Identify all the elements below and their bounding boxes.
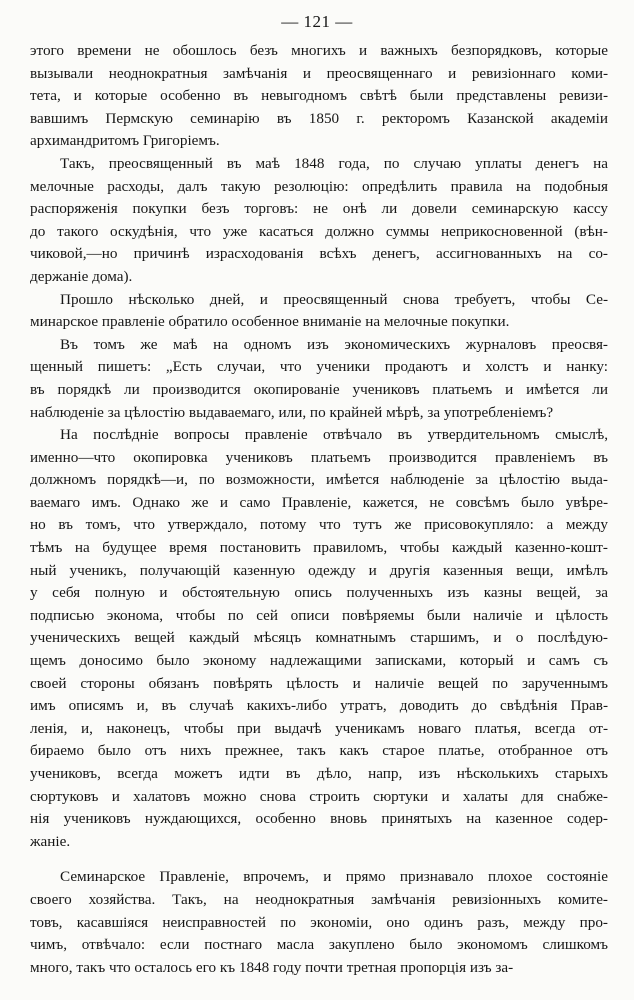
text-line: ваемаго имъ. Однако же и само Правленіе, кажется, не совсѣмъ было увѣре- (30, 493, 608, 511)
paragraph (30, 289, 608, 334)
text-line: товъ, касавшіяся неисправностей по экономіи, оно одинъ разъ, между про- (30, 913, 608, 931)
text-line: этого времени не обошлось безъ многихъ и важныхъ безпорядковъ, которые (30, 42, 608, 59)
text-line: Семинарское Правленіе, впрочемъ, и прямо признавало плохое состояніе (60, 868, 608, 886)
text-line: у себя полную и обстоятельную опись полученныхъ изъ казны вещей, за (30, 584, 608, 602)
text-line: именно—что окопировка учениковъ платьемъ производится правленіемъ въ (30, 448, 608, 466)
text-line: имъ описямъ и, въ случаѣ какихъ-либо утратъ, доводить до свѣдѣнія Прав- (30, 697, 608, 715)
paragraph-gap (30, 853, 608, 866)
text-line: много, такъ что осталось его къ 1848 году почти третная пропорція изъ за- (30, 958, 514, 976)
paragraph (30, 40, 608, 153)
text-line: учениковъ, всегда можетъ идти въ дѣло, напр, изъ нѣсколькихъ старыхъ (30, 765, 608, 782)
text-line: жаніе. (30, 832, 71, 850)
text-line: тѣмъ на будущее время постановить правиломъ, чтобы каждый казенно-кошт- (30, 539, 608, 557)
text-line: щенный пишетъ: „Есть случаи, что ученики продаютъ и холстъ и нанку: (30, 358, 608, 376)
text-line: минарское правленіе обратило особенное вниманіе на мелочные покупки. (30, 313, 510, 331)
text-line: На послѣдніе вопросы правленіе отвѣчало въ утвердительномъ смыслѣ, (60, 426, 608, 444)
text-line: архимандритомъ Григоріемъ. (30, 132, 220, 150)
paragraph (30, 334, 608, 424)
paragraph (30, 424, 608, 853)
text-line: чиковой,—но причинѣ израсходованія всѣхъ денегъ, ассигнованныхъ на со- (30, 245, 608, 263)
text-line: держаніе дома). (30, 267, 133, 285)
text-line: распоряженія покупки безъ торговъ: не онѣ ли довели семинарскую кассу (30, 200, 608, 218)
text-line: вызывали неоднократныя замѣчанія и преосвященнаго и ревизіоннаго коми- (30, 64, 608, 82)
text-line: тета, и которые особенно въ невыгодномъ свѣтѣ были представлены ревизи- (30, 87, 608, 105)
text-line: Въ томъ же маѣ на одномъ изъ экономическихъ журналовъ преосвя- (60, 335, 608, 353)
text-line: сюртуковъ и халатовъ можно снова строить сюртуки и халаты для снабже- (30, 787, 608, 805)
text-line: ный ученикъ, получающій казенную одежду и другія казенныя вещи, имѣлъ (30, 561, 608, 579)
text-line: въ порядкѣ ли производится окопированіе учениковъ платьемъ и имѣется ли (30, 380, 608, 398)
text-line: наблюденіе за цѣлостію выдаваемаго, или, по крайней мѣрѣ, за употребленіемъ? (30, 403, 554, 421)
text-line: Такъ, преосвященный въ маѣ 1848 года, по случаю уплаты денегъ на (60, 154, 608, 172)
text-line: своего хозяйства. Такъ, на неоднократныя замѣчанія ревизіонныхъ комите- (30, 890, 608, 908)
text-line: подписью эконома, чтобы по сей описи повѣряемы были наличіе и цѣлость (30, 606, 608, 624)
text-line: до такого оскудѣнія, что уже касаться должно суммы неприкосновенной (вѣн- (30, 222, 608, 240)
text-line: чимъ, отвѣчало: если постнаго масла закуплено было экономомъ слишкомъ (30, 936, 608, 954)
text-line: ленія, и, наконецъ, чтобы при выдачѣ ученикамъ новаго платья, всегда от- (30, 719, 608, 737)
text-line: щемъ доносимо было эконому надлежащими записками, который и самъ съ (30, 652, 608, 670)
text-line: должномъ порядкѣ—и, по возможности, имѣется наблюденіе за цѣлостію выда- (30, 471, 608, 489)
text-line: нія учениковъ нуждающихся, особенно вновь принятыхъ на казенное содер- (30, 810, 608, 828)
text-line: мелочные расходы, далъ такую резолюцію: опредѣлить правила на подобныя (30, 177, 608, 195)
text-line: Прошло нѣсколько дней, и преосвященный снова требуетъ, чтобы Се- (60, 290, 608, 308)
text-line: своей стороны обязанъ повѣрять цѣлость и наличіе вещей по зарученнымъ (30, 674, 608, 692)
paragraph (30, 866, 608, 979)
page-number: — 121 — (281, 12, 353, 31)
text-line: но въ томъ, что утверждало, потому что тутъ же присовокупляло: а между (30, 516, 608, 534)
body-text (30, 40, 608, 979)
paragraph (30, 153, 608, 289)
text-line: вавшимъ Пермскую семинарію въ 1850 г. ректоромъ Казанской академіи (30, 109, 608, 127)
text-line: бираемо было отъ нихъ прежнее, такъ какъ старое платье, отобранное отъ (30, 742, 608, 760)
text-line: ученическихъ вещей каждый мѣсяцъ комнатнымъ старшимъ, и о послѣдую- (30, 629, 608, 647)
